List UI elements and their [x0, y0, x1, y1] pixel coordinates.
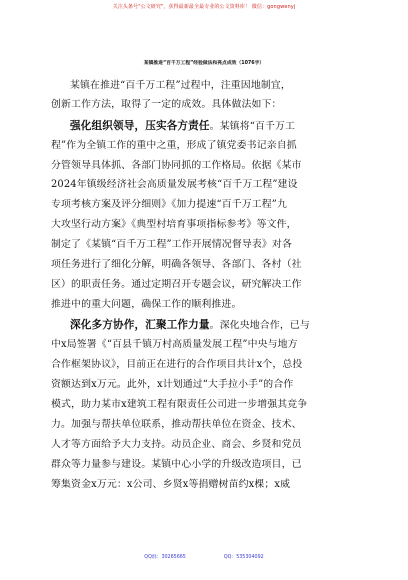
- section1-line: 专项考核方案及评分细则》《加力提速“百千万工程”九: [51, 199, 288, 210]
- section1-line: 程”作为全镇工作的重中之重，形成了镇党委书记亲自抓: [51, 140, 297, 151]
- footer-qq: QQ：535304092: [223, 555, 264, 560]
- section2-line: 人才等方面给予大力支持。动员企业、商会、乡贤和党员: [51, 439, 302, 450]
- intro-line-1: 某镇在推进“百千万工程”过程中，注重因地制宜，: [70, 80, 291, 91]
- section2-line: 资额达到x万元。此外，x计划通过“大手拉小手”的合作: [51, 379, 294, 390]
- section1-line: 区）的职责任务。通过定期召开专题会议，研究解决工作: [51, 279, 302, 290]
- section2-lead-text: 。深化央地合作，已与: [209, 320, 310, 331]
- section2-heading: 深化多方协作，汇聚工作力量: [70, 319, 210, 331]
- section2-first-line: [70, 319, 310, 332]
- header-banner: 关注头条号"公文研究"，获得最新最全最专业的公文资料库！ 微信：gongwenyj: [112, 4, 296, 10]
- section1-line: 2024年镇级经济社会高质量发展考核“百千万工程”建设: [51, 179, 298, 190]
- section2-line: 模式，助力某市x建筑工程有限责任公司进一步增强其竞争: [51, 399, 308, 410]
- section2-line: 力。加强与帮扶单位联系，推动帮扶单位在资金、技术、: [51, 419, 302, 430]
- section2-line: 群众等力量参与建设。某镇中心小学的升级改造项目，已: [51, 459, 302, 470]
- section1-lead-text: 。某镇将“百千万工: [209, 121, 296, 132]
- section1-heading: 强化组织领导，压实各方责任: [70, 120, 210, 132]
- section1-line: 大攻坚行动方案》《典型村培育事项指标参考》等文件，: [51, 219, 297, 230]
- section1-first-line: [70, 120, 295, 133]
- document-title: 某镇推进“百千万工程”经验做法和亮点成效（1076字）: [143, 61, 265, 66]
- section2-line: 中x局签署《“百县千镇万村高质量发展工程”中央与地方: [51, 339, 298, 350]
- section1-line: 项任务进行了细化分解，明确各领导、各部门、各村（社: [51, 259, 302, 270]
- section2-line: 合作框架协议》，目前正在进行的合作项目共计x个，总投: [51, 359, 303, 370]
- section1-line: 制定了《某镇“百千万工程”工作开展情况督导表》对各: [51, 239, 292, 250]
- section1-line: 分管领导具体抓、各部门协同抓的工作格局。依据《某市: [51, 160, 302, 171]
- section1-line: 推进中的重大问题，确保工作的顺利推进。: [51, 299, 242, 310]
- footer-qq-group: QQ群：30265665: [144, 555, 186, 560]
- intro-line-2: 创新工作方法，取得了一定的成效。具体做法如下：: [51, 99, 282, 110]
- footer-contact: [0, 553, 408, 560]
- section2-line: 筹集资金x万元：x公司、乡贤x等捐赠树苗约x棵；x威: [51, 479, 291, 490]
